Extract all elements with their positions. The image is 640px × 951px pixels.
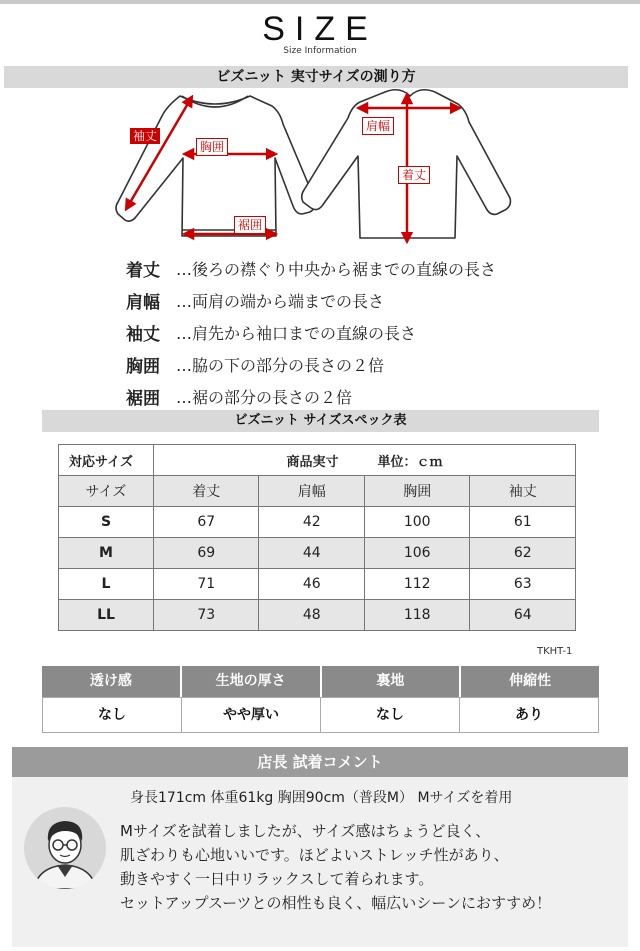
label-length: 着丈 [398,166,430,184]
column-header-row [59,476,576,507]
definition-term: 裾囲 [126,388,160,409]
value-cell: 63 [470,569,576,600]
value-cell: 106 [364,538,469,569]
value-cell: 46 [259,569,364,600]
comment-line: Mサイズを試着しましたが、サイズ感はちょうど良く、 [120,822,491,840]
page-subtitle: Size Information [283,46,357,56]
definition-text: …脇の下の部分の長さの２倍 [176,355,385,375]
attribute-header: 生地の厚さ [182,666,322,697]
definition-text: …後ろの襟ぐり中央から裾までの直線の長さ [176,259,497,279]
comment-line: 動きやすく一日中リラックスして着られます。 [120,870,434,888]
column-header: 胸囲 [364,476,469,507]
top-divider [0,0,640,4]
size-spec-table [58,444,576,631]
table-header-row [59,445,576,476]
value-cell: 71 [154,569,259,600]
label-shoulder: 肩幅 [362,117,394,135]
definition-text: …肩先から袖口までの直線の長さ [176,323,417,343]
attribute-value-row [42,697,599,733]
spec-section-title: ビズニット サイズスペック表 [42,410,599,432]
value-cell: 118 [364,600,469,631]
definition-text: …両肩の端から端までの長さ [176,291,385,311]
garment-illustration [100,88,530,248]
value-cell: 48 [259,600,364,631]
attribute-header-row [42,666,599,697]
attribute-value: あり [460,698,598,732]
unit-label: 商品実寸 単位：ｃｍ [154,445,576,476]
attribute-header: 透け感 [42,666,182,697]
attribute-header: 裏地 [322,666,462,697]
size-header: サイズ [59,476,154,507]
table-row [59,569,576,600]
fabric-attributes [42,666,599,733]
measurement-definitions [126,252,566,412]
value-cell: 69 [154,538,259,569]
fitter-profile: 身長171cm 体重61kg 胸囲90cm（普段M） Mサイズを着用 [130,790,513,806]
comment-line: 肌ざわりも心地いいです。ほどよいストレッチ性があり、 [120,846,509,864]
definition-item [126,284,566,316]
value-cell: 62 [470,538,576,569]
column-header: 袖丈 [470,476,576,507]
page-title: SIZE [262,10,378,48]
value-cell: 42 [259,507,364,538]
value-cell: 67 [154,507,259,538]
value-cell: 100 [364,507,469,538]
corner-label: 対応サイズ [59,445,154,476]
attribute-value: やや厚い [182,698,321,732]
staff-comment [12,747,628,947]
definition-term: 着丈 [126,260,160,281]
label-hem: 裾囲 [234,216,266,234]
attribute-value: なし [43,698,182,732]
value-cell: 73 [154,600,259,631]
measure-section-title: ビズニット 実寸サイズの測り方 [4,66,628,88]
size-cell: L [59,569,154,600]
value-cell: 61 [470,507,576,538]
attribute-header: 伸縮性 [461,666,599,697]
staff-avatar-icon [24,807,106,889]
size-cell: S [59,507,154,538]
table-row [59,507,576,538]
attribute-value: なし [321,698,460,732]
value-cell: 64 [470,600,576,631]
definition-item [126,316,566,348]
column-header: 着丈 [154,476,259,507]
product-code: TKHT-1 [537,646,573,657]
size-cell: LL [59,600,154,631]
definition-item [126,348,566,380]
definition-term: 胸囲 [126,356,160,377]
definition-item [126,252,566,284]
label-chest: 胸囲 [196,138,228,156]
label-sleeve: 袖丈 [130,128,160,144]
value-cell: 44 [259,538,364,569]
size-cell: M [59,538,154,569]
table-row [59,600,576,631]
comment-title: 店長 試着コメント [12,747,628,777]
definition-text: …裾の部分の長さの２倍 [176,387,353,407]
definition-item [126,380,566,412]
value-cell: 112 [364,569,469,600]
definition-term: 袖丈 [126,324,160,345]
measurement-diagram [100,88,530,248]
definition-term: 肩幅 [126,292,160,313]
table-row [59,538,576,569]
column-header: 肩幅 [259,476,364,507]
comment-line: セットアップスーツとの相性も良く、幅広いシーンにおすすめ！ [120,894,552,912]
front-view [116,96,315,236]
